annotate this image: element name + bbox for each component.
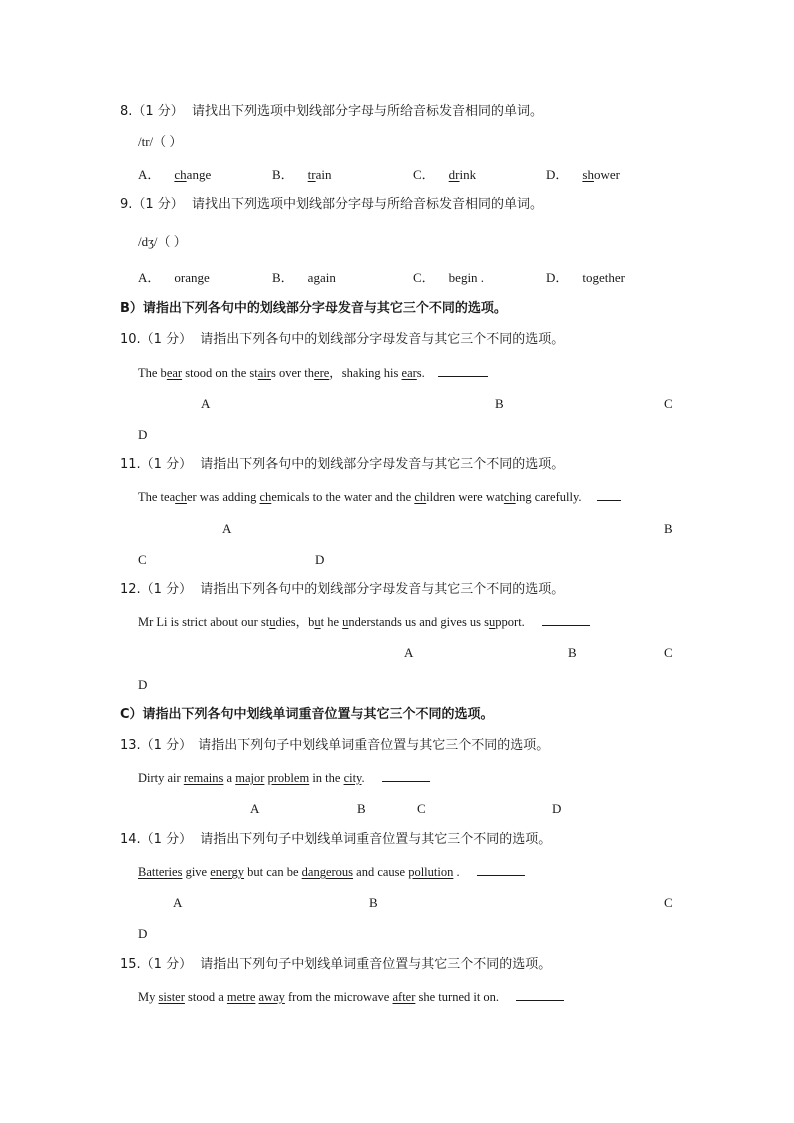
label-c: C bbox=[138, 552, 147, 567]
question-number: 11.（1 分） bbox=[120, 457, 193, 472]
label-b: B bbox=[664, 521, 673, 536]
answer-blank[interactable] bbox=[542, 613, 590, 626]
question-number: 12.（1 分） bbox=[120, 582, 193, 597]
question-sentence: The bear stood on the stairs over there，shaking his ears. bbox=[138, 364, 488, 382]
question-12-header bbox=[120, 581, 564, 599]
question-prompt: 请指出下列各句中的划线部分字母发音与其它三个不同的选项。 bbox=[200, 457, 565, 472]
label-a: A bbox=[222, 521, 232, 536]
option-b[interactable]: B． again bbox=[272, 270, 336, 285]
question-number: 13.（1 分） bbox=[120, 738, 193, 753]
section-b-heading: B）请指出下列各句中的划线部分字母发音与其它三个不同的选项。 bbox=[120, 301, 507, 316]
answer-blank[interactable] bbox=[516, 988, 564, 1001]
label-c: C bbox=[664, 645, 673, 660]
question-prompt: 请指出下列各句中的划线部分字母发音与其它三个不同的选项。 bbox=[200, 582, 565, 597]
label-a: A bbox=[201, 396, 211, 411]
question-10-header bbox=[120, 331, 564, 349]
option-c[interactable]: C． drink bbox=[413, 167, 477, 182]
question-sentence: The teacher was adding chemicals to the water and the children were watching carefully. bbox=[138, 488, 621, 506]
section-c-heading: C）请指出下列各句中划线单词重音位置与其它三个不同的选项。 bbox=[120, 707, 494, 722]
question-11-header bbox=[120, 456, 564, 474]
question-9-header bbox=[120, 196, 543, 214]
question-sentence: My sister stood a metre away from the microwave after she turned it on. bbox=[138, 988, 564, 1006]
label-d: D bbox=[138, 926, 148, 941]
option-a[interactable]: A． orange bbox=[138, 270, 210, 285]
option-c[interactable]: C． begin . bbox=[413, 270, 485, 285]
answer-blank[interactable] bbox=[438, 364, 488, 377]
phonetic-prompt: /tr/（ ） bbox=[138, 134, 183, 149]
question-prompt: 请指出下列句子中划线单词重音位置与其它三个不同的选项。 bbox=[200, 957, 552, 972]
question-8-header bbox=[120, 103, 543, 121]
label-a: A bbox=[173, 895, 183, 910]
question-number: 10.（1 分） bbox=[120, 332, 193, 347]
question-sentence: Dirty air remains a major problem in the city. bbox=[138, 769, 430, 787]
answer-blank[interactable] bbox=[382, 769, 430, 782]
question-prompt: 请指出下列句子中划线单词重音位置与其它三个不同的选项。 bbox=[198, 738, 550, 753]
question-number: 8.（1 分） bbox=[120, 104, 184, 119]
label-d: D bbox=[138, 427, 148, 442]
label-c: C bbox=[417, 801, 426, 816]
answer-blank[interactable] bbox=[477, 863, 525, 876]
question-prompt: 请指出下列句子中划线单词重音位置与其它三个不同的选项。 bbox=[200, 832, 552, 847]
question-prompt: 请指出下列各句中的划线部分字母发音与其它三个不同的选项。 bbox=[200, 332, 565, 347]
option-d[interactable]: D． together bbox=[546, 270, 625, 285]
question-13-header bbox=[120, 737, 549, 755]
question-prompt: 请找出下列选项中划线部分字母与所给音标发音相同的单词。 bbox=[191, 104, 543, 119]
label-b: B bbox=[495, 396, 504, 411]
label-d: D bbox=[138, 677, 148, 692]
option-b[interactable]: B． train bbox=[272, 167, 332, 182]
question-number: 14.（1 分） bbox=[120, 832, 193, 847]
label-b: B bbox=[568, 645, 577, 660]
question-sentence: Batteries give energy but can be dangerous and cause pollution . bbox=[138, 863, 525, 881]
phonetic-prompt: /dʒ/（ ） bbox=[138, 234, 187, 249]
label-b: B bbox=[357, 801, 366, 816]
question-15-header bbox=[120, 956, 551, 974]
option-a[interactable]: A． change bbox=[138, 167, 212, 182]
question-14-header bbox=[120, 831, 551, 849]
label-a: A bbox=[404, 645, 414, 660]
label-b: B bbox=[369, 895, 378, 910]
question-number: 15.（1 分） bbox=[120, 957, 193, 972]
label-d: D bbox=[315, 552, 325, 567]
question-sentence: Mr Li is strict about our studies，but he understands us and gives us support. bbox=[138, 613, 590, 631]
label-c: C bbox=[664, 396, 673, 411]
question-prompt: 请找出下列选项中划线部分字母与所给音标发音相同的单词。 bbox=[191, 197, 543, 212]
answer-blank[interactable] bbox=[597, 488, 621, 501]
label-c: C bbox=[664, 895, 673, 910]
option-d[interactable]: D． shower bbox=[546, 167, 620, 182]
label-a: A bbox=[250, 801, 260, 816]
question-number: 9.（1 分） bbox=[120, 197, 184, 212]
label-d: D bbox=[552, 801, 562, 816]
